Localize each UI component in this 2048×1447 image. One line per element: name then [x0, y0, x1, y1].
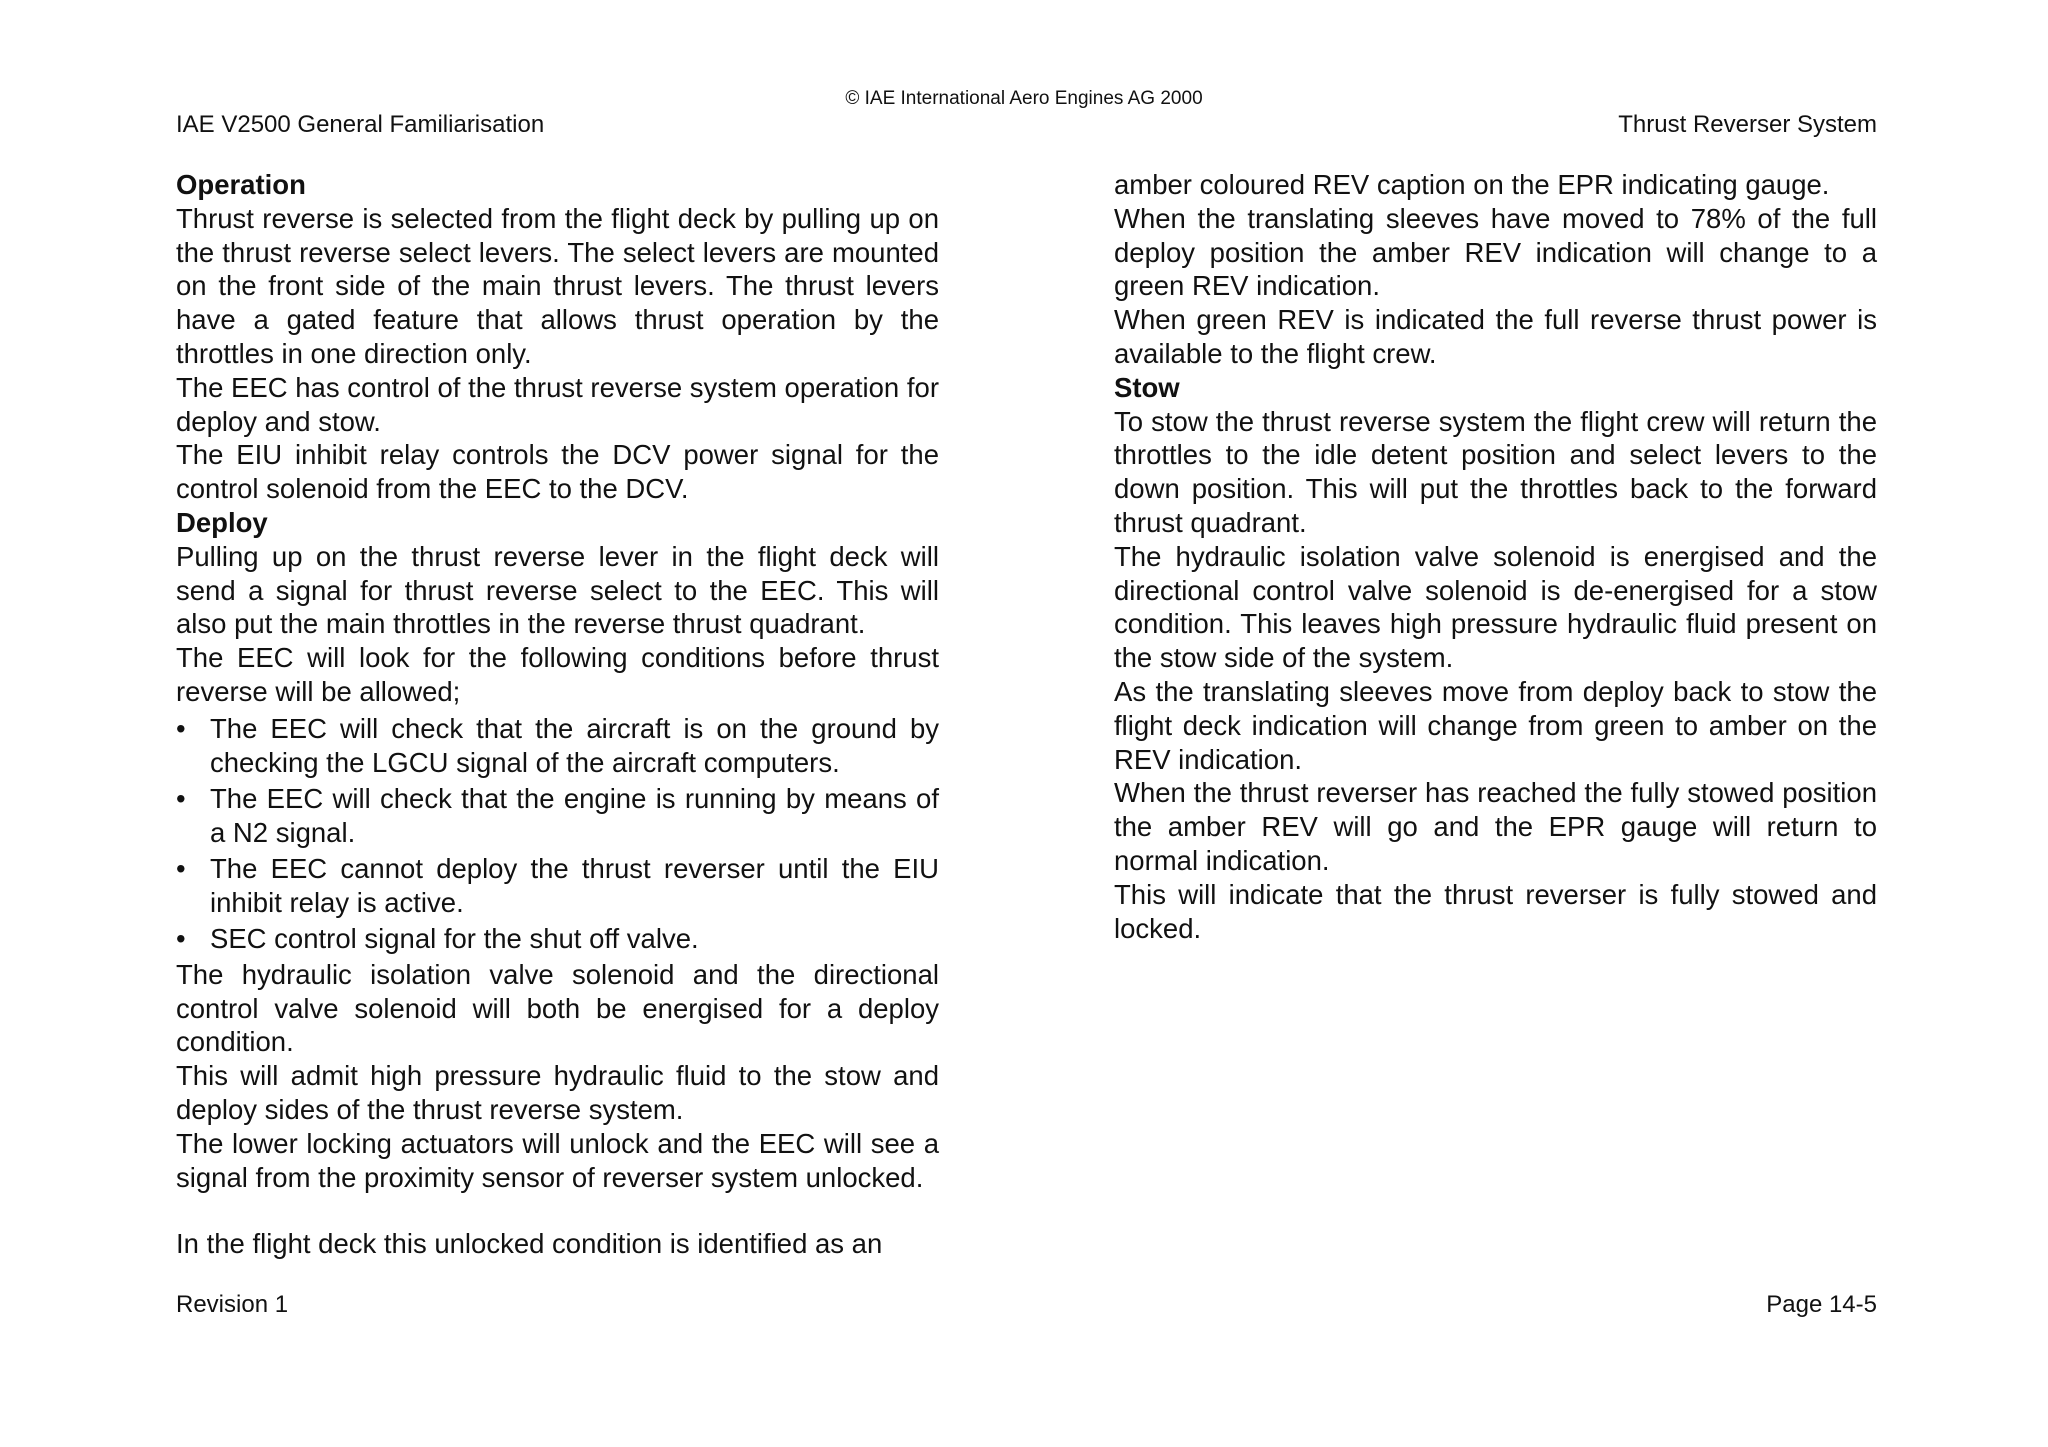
heading-stow: Stow — [1114, 371, 1180, 403]
copyright-notice: © IAE International Aero Engines AG 2000 — [845, 88, 1203, 109]
paragraph: Pulling up on the thrust reverse lever in the flight deck will send a signal for thrust reverse select to the EEC. This will also put the main throttles in the reverse thrust quadrant. — [176, 540, 939, 640]
paragraph: The hydraulic isolation valve solenoid and the directional control valve solenoid will both be energised for a deploy condition. — [176, 958, 939, 1058]
list-item — [176, 782, 939, 850]
paragraph: As the translating sleeves move from deploy back to stow the flight deck indication will change from green to amber on the REV indication. — [1114, 675, 1877, 775]
paragraph: When green REV is indicated the full reverse thrust power is available to the flight crew. — [1114, 304, 1877, 369]
paragraph: When the thrust reverser has reached the fully stowed position the amber REV will go and the EPR gauge will return to normal indication. — [1114, 777, 1877, 876]
paragraph: The lower locking actuators will unlock and the EEC will see a signal from the proximity sensor of reverser system unlocked. — [176, 1127, 939, 1193]
paragraph: This will indicate that the thrust reverser is fully stowed and locked. — [1114, 878, 1877, 944]
paragraph: When the translating sleeves have moved to 78% of the full deploy position the amber REV indication will change to a green REV indication. — [1114, 202, 1877, 302]
page-number: Page 14-5 — [1766, 1291, 1877, 1318]
paragraph-spacer — [176, 1194, 939, 1227]
list-item-text: The EEC will check that the engine is running by means of a N2 signal. — [210, 782, 939, 848]
list-item — [176, 852, 939, 920]
paragraph: In the flight deck this unlocked condition is identified as an — [176, 1228, 883, 1260]
bullet-icon: • — [176, 922, 186, 954]
document-title: IAE V2500 General Familiarisation — [176, 111, 545, 138]
paragraph: To stow the thrust reverse system the flight crew will return the throttles to the idle detent position and select levers to the down position. This will put the throttles back to the forward thrust quadrant. — [1114, 405, 1877, 538]
paragraph: This will admit high pressure hydraulic fluid to the stow and deploy sides of the thrust reverse system. — [176, 1060, 939, 1126]
heading-deploy: Deploy — [176, 506, 268, 538]
right-column — [1114, 168, 1877, 945]
bullet-icon: • — [176, 852, 186, 884]
heading-operation: Operation — [176, 169, 306, 200]
left-column — [176, 168, 939, 1261]
revision-label: Revision 1 — [176, 1291, 289, 1318]
bullet-icon: • — [176, 712, 186, 744]
paragraph: amber coloured REV caption on the EPR indicating gauge. — [1114, 169, 1830, 200]
section-title: Thrust Reverser System — [1618, 111, 1877, 138]
list-item-text: The EEC cannot deploy the thrust reverser until the EIU inhibit relay is active. — [210, 852, 939, 918]
paragraph: The hydraulic isolation valve solenoid is energised and the directional control valve solenoid is de-energised for a stow condition. This leaves high pressure hydraulic fluid present on the stow side of the system. — [1114, 540, 1877, 674]
paragraph: The EIU inhibit relay controls the DCV power signal for the control solenoid from the EEC to the DCV. — [176, 439, 939, 505]
paragraph: The EEC will look for the following conditions before thrust reverse will be allowed; — [176, 642, 939, 707]
list-item-text: SEC control signal for the shut off valve. — [210, 922, 699, 954]
bullet-icon: • — [176, 782, 186, 814]
list-item — [176, 712, 939, 780]
list-item — [176, 922, 939, 956]
conditions-list — [176, 712, 939, 956]
paragraph: The EEC has control of the thrust reverse system operation for deploy and stow. — [176, 371, 939, 437]
list-item-text: The EEC will check that the aircraft is on the ground by checking the LGCU signal of the aircraft computers. — [210, 712, 939, 778]
paragraph: Thrust reverse is selected from the flight deck by pulling up on the thrust reverse select levers. The select levers are mounted on the front side of the main thrust levers. The thrust levers have a gated feature that allows thrust operation by the throttles in one direction only. — [176, 202, 939, 369]
